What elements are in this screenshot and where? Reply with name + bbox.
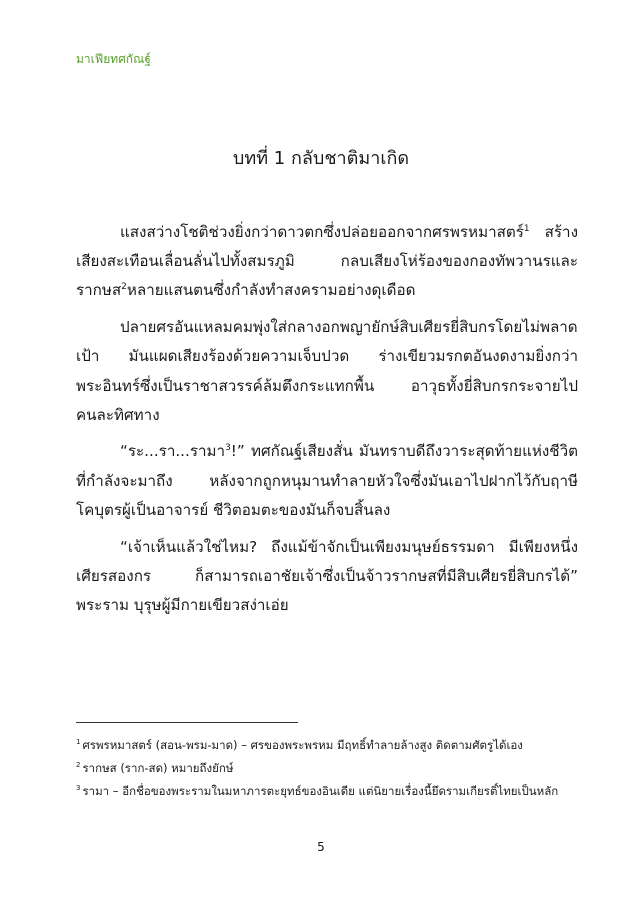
paragraph-1-text-a: แสงสว่างโชติช่วงยิ่งกว่าดาวตกซึ่งปล่อยออกจากศรพรหมาสตร์ [120,223,524,241]
running-header: มาเฟียทศกัณฐ์ [76,52,151,66]
footnote-number: 2 [76,761,81,770]
paragraph-1-text-c: หลายแสนตนซึ่งกำลังทำสงครามอย่างดุเดือด [126,281,416,300]
footnote-ref-2: 2 [121,282,127,293]
paragraph-3-text-b: !” ทศกัณฐ์เสียงสั่น มันทราบดีถึงวาระสุดท้ายแห่งชีวิตที่กำลังจะมาถึง หลังจากถูกหนุมานทำลายหัวใจซึ่งมันเอาไปฝากไว้กับฤาษีโคบุตรผู้เป็นอาจารย์ ชีวิตอมตะของมันก็จบสิ้นลง [76,442,578,519]
paragraph-3-text-a: “ระ...รา...รามา [120,442,226,461]
footnote-text: รามา – อีกชื่อของพระรามในมหาภารตะยุทธ์ของอินเดีย แต่นิยายเรื่องนี้ยึดรามเกียรติ์ไทยเป็นหลัก [82,784,559,798]
page-number: 5 [317,840,325,854]
footnote-text: ศรพรหมาสตร์ (สอน-พรม-มาด) – ศรของพระพรหม มีฤทธิ์ทำลายล้างสูง ติดตามศัตรูได้เอง [82,738,523,752]
footnote-number: 1 [76,738,81,747]
footnote-separator [76,722,298,723]
paragraph-1-text-b: สร้างเสียงสะเทือนเลื่อนลั่นไปทั้งสมรภูมิ กลบเสียงโห่ร้องของกองทัพวานรและรากษส [76,223,578,300]
paragraph-4: “เจ้าเห็นแล้วใช่ไหม? ถึงแม้ข้าจักเป็นเพียงมนุษย์ธรรมดา มีเพียงหนึ่งเศียรสองกร ก็สามารถเอาชัยเจ้าซึ่งเป็นจ้าวรากษสที่มีสิบเศียรยี่สิบกรได้” พระราม บุรุษผู้มีกายเขียวสง่าเอ่ย [76,537,578,614]
paragraph-2: ปลายศรอันแหลมคมพุ่งใส่กลางอกพญายักษ์สิบเศียรยี่สิบกรโดยไม่พลาดเป้า มันแผดเสียงร้องด้วยความเจ็บปวด ร่างเขียวมรกตอันงดงามยิ่งกว่าพระอินทร์ซึ่งเป็นราชาสวรรค์ล้มตึงกระแทกพื้น อาวุธทั้งยี่สิบกรกระจายไปคนละทิศทาง [76,318,578,424]
footnote-2 [76,758,581,778]
footnote-3 [76,781,581,801]
body-text [76,218,578,628]
footnotes [76,735,581,804]
footnote-text: รากษส (ราก-สด) หมายถึงยักษ์ [82,761,234,775]
footnote-number: 3 [76,784,81,793]
paragraph-1 [76,218,578,306]
footnote-ref-1: 1 [523,223,530,234]
chapter-title: บทที่ 1 กลับชาติมาเกิด [232,148,410,169]
footnote-ref-3: 3 [225,443,231,454]
paragraph-3 [76,437,578,525]
footnote-1 [76,735,581,755]
